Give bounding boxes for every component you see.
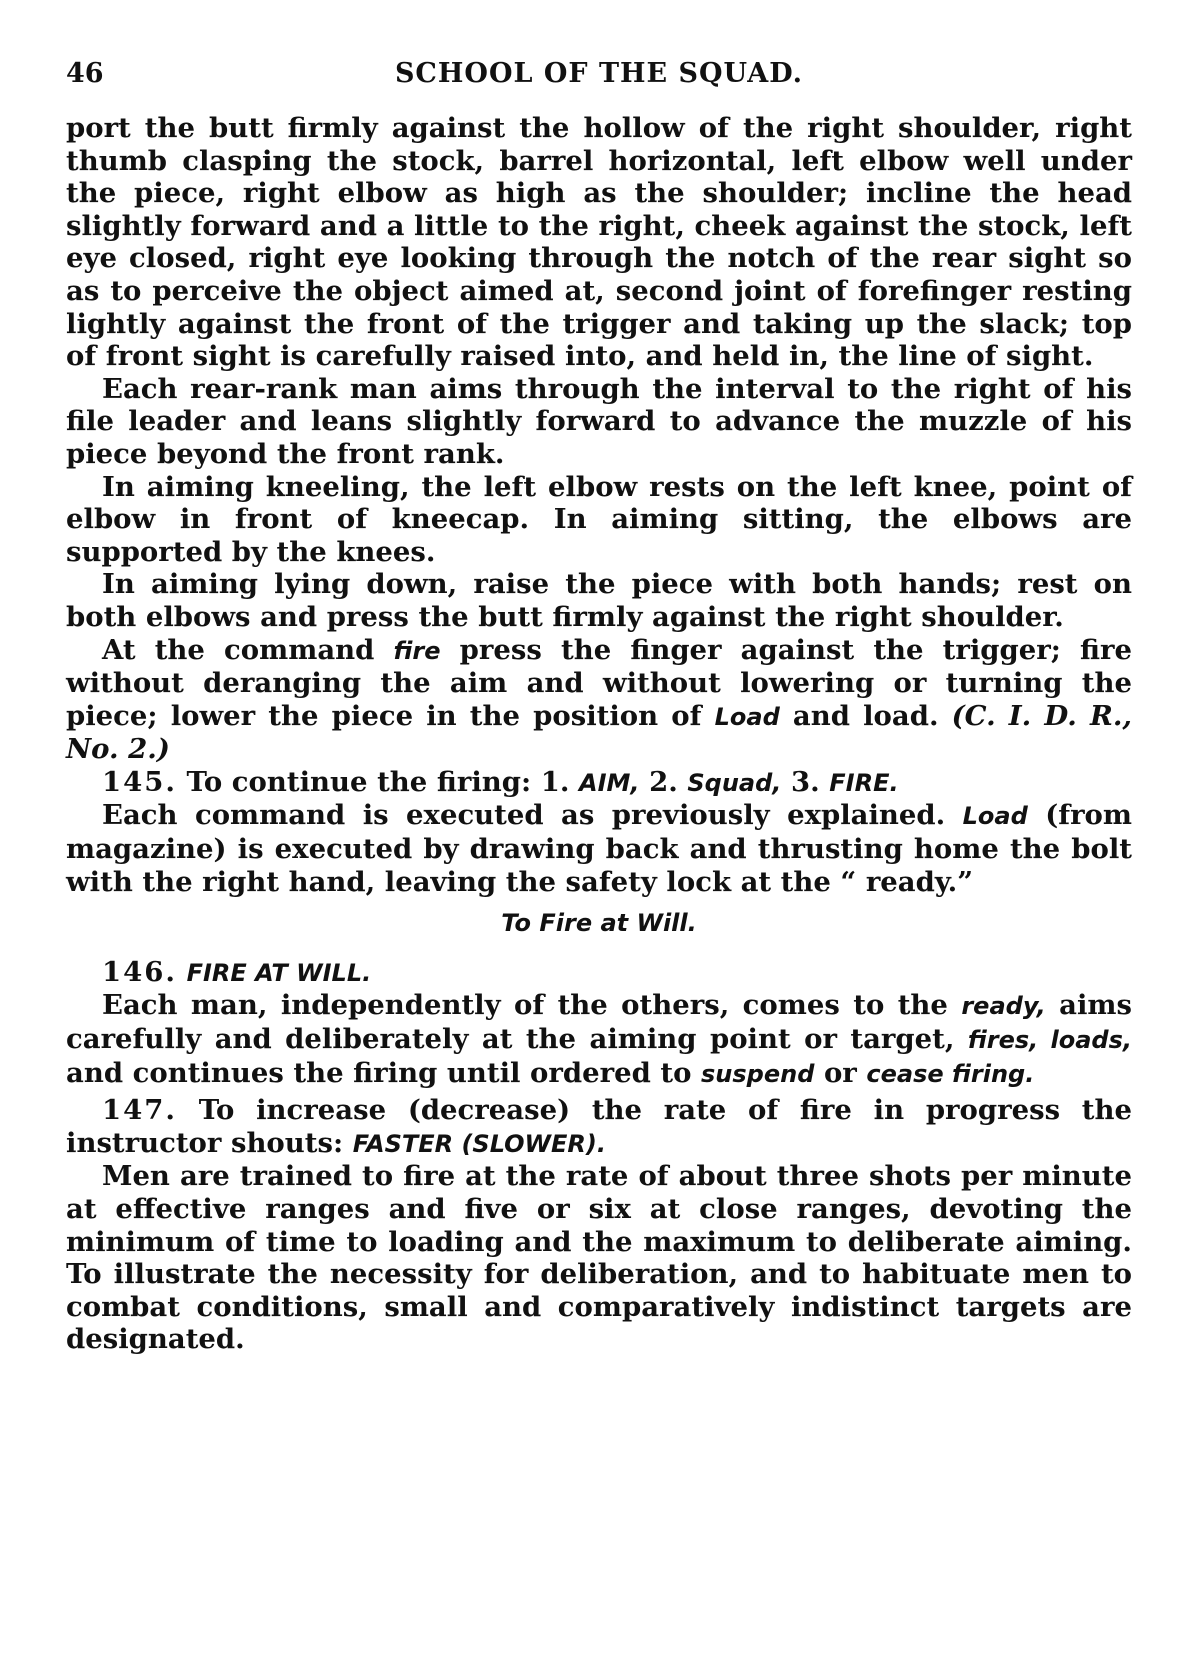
text-run: or	[814, 1056, 867, 1089]
page-header	[66, 58, 1132, 98]
text-run: press the finger against the trigger; fire without deranging the aim and without lowering or turning the piece; lower the piece in the position of	[66, 633, 1133, 732]
command-cease-firing: cease firing.	[866, 1059, 1035, 1088]
running-title: SCHOOL OF THE SQUAD.	[394, 58, 804, 89]
page-number: 46	[66, 58, 104, 89]
command-aim: AIM,	[579, 768, 640, 797]
paragraph-lying-down: In aiming lying down, raise the piece with both hands; rest on both elbows and press the butt firmly against the right shoulder.	[66, 568, 1132, 633]
command-faster-slower: FASTER (SLOWER).	[352, 1129, 606, 1158]
paragraph-each-command	[66, 799, 1132, 898]
text-run: and load.	[779, 699, 952, 732]
text-run: (from magazine) is executed by drawing back and thrusting home the bolt with the right hand, leaving the safety lock at the “ ready.”	[66, 799, 1132, 898]
paragraph-146	[66, 956, 1132, 990]
book-page	[66, 58, 1132, 1356]
command-load: Load	[714, 702, 780, 731]
text-run: At the command	[102, 633, 394, 666]
command-suspend: suspend	[701, 1059, 815, 1088]
command-fire-at-will: FIRE AT WILL.	[186, 958, 372, 987]
paragraph-number: 146.	[102, 955, 177, 988]
section-heading	[66, 906, 1132, 940]
paragraph-continued: port the butt firmly against the hollow of the right shoulder, right thumb clasping the stock, barrel horizontal, left elbow well under the piece, right elbow as high as the shoulder; incline the head slightly forward and a little to the right, cheek against the stock, left eye closed, right eye looking through the notch of the rear sight so as to perceive the object aimed at, second joint of forefinger resting lightly against the front of the trigger and taking up the slack; top of front sight is carefully raised into, and held in, the line of sight.	[66, 112, 1132, 373]
text-run: To increase (decrease) the rate of fire in progress the instructor shouts:	[66, 1094, 1132, 1159]
paragraph-fire-command	[66, 634, 1132, 766]
paragraph-kneeling: In aiming kneeling, the left elbow rests on the left knee, point of elbow in front of kneecap. In aiming sitting, the elbows are supported by the knees.	[66, 470, 1132, 568]
text-run: and continues the firing until ordered to	[66, 1056, 701, 1089]
paragraph-rate-of-fire: Men are trained to fire at the rate of about three shots per minute at effective ranges and five or six at close ranges, devoting the minimum of time to loading and the maximum to deliberate aiming. To illustrate the necessity for deliberation, and to habituate men to combat conditions, small and comparatively indistinct targets are designated.	[66, 1160, 1132, 1356]
command-fires-loads: fires, loads,	[967, 1026, 1132, 1055]
text-run: Each command is executed as previously explained.	[102, 799, 963, 832]
regulation-reference: (C. I. D. R., No. 2.)	[66, 699, 1132, 766]
text-run: aims carefully and deliberately at the aiming point or target,	[66, 989, 1132, 1056]
command-fire: fire	[393, 636, 441, 665]
paragraph-number: 147.	[102, 1094, 177, 1127]
command-load: Load	[962, 802, 1028, 831]
command-fire: FIRE.	[829, 768, 899, 797]
paragraph-rear-rank: Each rear-rank man aims through the interval to the right of his file leader and leans slightly forward to advance the muzzle of his piece beyond the front rank.	[66, 372, 1132, 470]
text-run: To continue the firing: 1.	[176, 765, 579, 798]
paragraph-each-man	[66, 989, 1132, 1090]
paragraph-number: 145.	[102, 765, 177, 798]
section-heading-text: To Fire at Will.	[501, 909, 697, 938]
text-run: 2.	[639, 765, 688, 798]
text-run: Each man, independently of the others, comes to the	[102, 989, 962, 1022]
paragraph-145	[66, 766, 1132, 800]
text-run: 3.	[781, 765, 830, 798]
paragraph-147	[66, 1094, 1132, 1160]
command-squad: Squad,	[687, 768, 782, 797]
command-ready: ready,	[961, 992, 1046, 1021]
